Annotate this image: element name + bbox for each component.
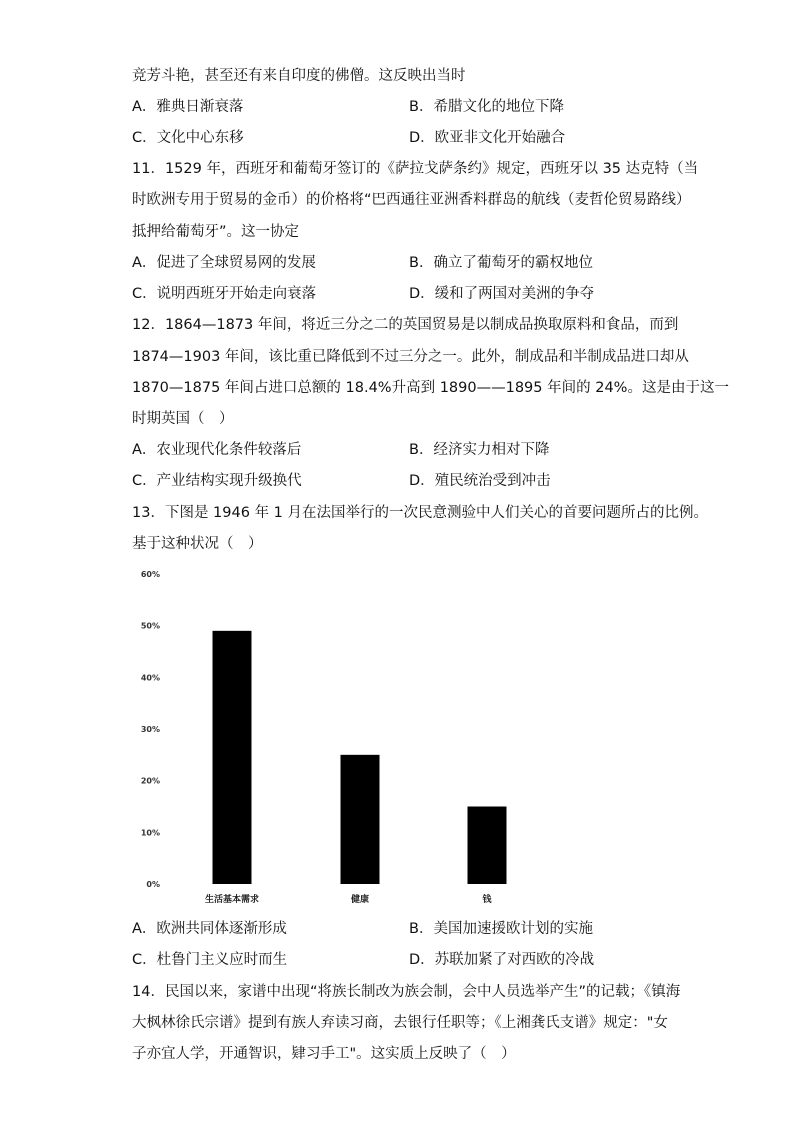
y-tick-label: 60% [140,570,160,579]
q13-option-b: B．美国加速援欧计划的实施 [409,921,593,937]
q11-option-a: A．促进了全球贸易网的发展 [132,255,316,271]
bar-2 [341,755,380,884]
q10-option-d: D．欧亚非文化开始融合 [409,130,566,146]
bar-3 [468,807,507,885]
q13-text-line-1: 13．下图是 1946 年 1 月在法国举行的一次民意测验中人们关心的首要问题所占的比例。 [132,505,709,521]
q13-option-a: A．欧洲共同体逐渐形成 [132,921,287,937]
q14-text-line-1: 14．民国以来，家谱中出现“将族长制改为族会制，会中人员选举产生”的记载；《镇海 [132,984,681,1000]
q12-option-c: C．产业结构实现升级换代 [132,473,302,489]
q13-option-d: D．苏联加紧了对西欧的冷战 [409,952,595,968]
q13-text-line-2: 基于这种状况（ ） [132,536,263,552]
bar-1 [213,631,252,884]
q12-text-line-2: 1874—1903 年间，该比重已降低到不过三分之一。此外，制成品和半制成品进口却从 [132,349,689,365]
q11-text-line-3: 抵押给葡萄牙”。这一协定 [132,224,300,240]
q11-text-line-1: 11．1529 年，西班牙和葡萄牙签订的《萨拉戈萨条约》规定，西班牙以 35 达克特（当 [132,161,699,177]
q12-text-line-4: 时期英国（ ） [132,411,234,427]
y-tick-label: 20% [140,776,160,786]
q12-option-d: D．殖民统治受到冲击 [409,473,551,489]
q10-option-c: C．文化中心东移 [132,130,244,146]
q13-option-c: C．杜鲁门主义应时而生 [132,952,288,968]
q14-text-line-3: 子亦宜人学，开通智识，肄习手工"。这实质上反映了（ ） [132,1046,516,1062]
q14-text-line-2: 大枫林徐氏宗谱》提到有族人弃读习商，去银行任职等；《上湘龚氏支谱》规定："女 [132,1015,668,1031]
q10-option-b: B．希腊文化的地位下降 [409,99,564,115]
q11-option-b: B．确立了葡萄牙的霸权地位 [409,255,593,271]
q12-text-line-3: 1870—1875 年间占进口总额的 18.4%升高到 1890——1895 年间的 24%。这是由于这一 [132,380,729,396]
x-category-label: 钱 [482,895,492,905]
q10-option-a: A．雅典日渐衰落 [132,99,244,115]
y-tick-label: 30% [140,725,160,734]
x-category-label: 生活基本需求 [204,895,260,905]
x-category-label: 健康 [350,895,370,905]
q10-text-tail: 竞芳斗艳，甚至还有来自印度的佛僧。这反映出当时 [132,68,466,84]
q11-text-line-2: 时欧洲专用于贸易的金币）的价格将“巴西通往亚洲香料群岛的航线（麦哲伦贸易路线） [132,192,691,208]
y-tick-label: 40% [140,673,160,683]
q12-option-a: A．农业现代化条件较落后 [132,442,302,458]
y-tick-label: 50% [140,621,160,631]
q12-option-b: B．经济实力相对下降 [409,442,550,458]
q11-option-c: C．说明西班牙开始走向衰落 [132,286,317,302]
poll-bar-chart [130,560,670,912]
y-tick-label: 0% [146,880,160,889]
y-tick-label: 10% [140,828,160,838]
q11-option-d: D．缓和了两国对美洲的争夺 [409,286,595,302]
q12-text-line-1: 12．1864—1873 年间，将近三分之二的英国贸易是以制成品换取原料和食品，而到 [132,317,679,333]
